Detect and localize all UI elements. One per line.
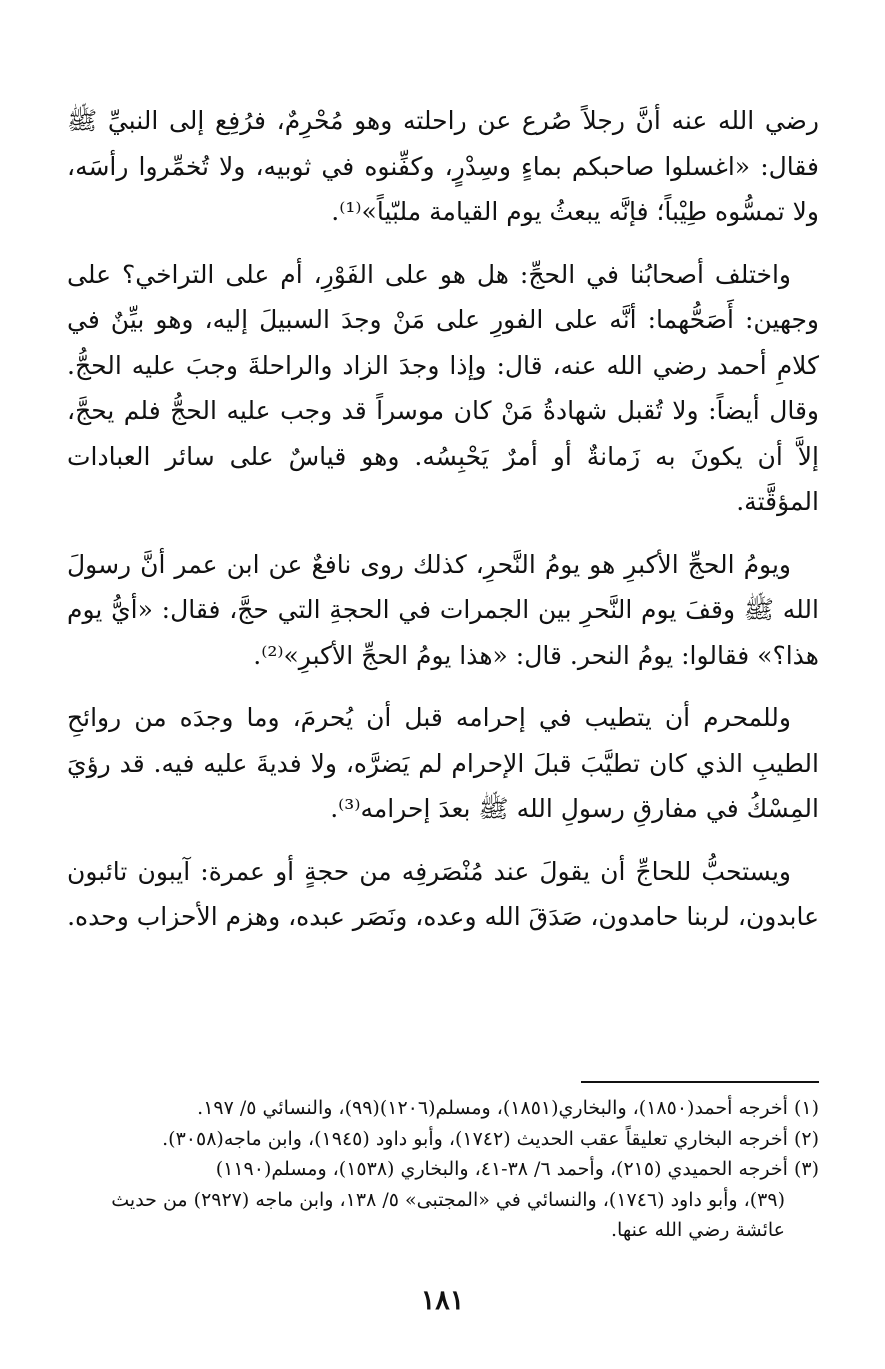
footnote-3: (٣) أخرجه الحميدي (٢١٥)، وأحمد ٦/ ٣٨-٤١، والبخاري (١٥٣٨)، ومسلم(١١٩٠) [215,1158,819,1180]
footnote-2: (٢) أخرجه البخاري تعليقاً عقب الحديث (١٧٤٢)، وأبو داود (١٩٤٥)، وابن ماجه(٣٠٥٨). [162,1127,819,1150]
paragraph-2: واختلف أصحابُنا في الحجِّ: هل هو على الفَوْرِ، أم على التراخي؟ على وجهين: أَصَحُّهما: أنَّه على الفورِ على مَنْ وجدَ السبيلَ إليه، وهو بيِّنٌ في كلامِ أحمد رضي الله عنه، قال: وإذا وجدَ الزاد والراحلةَ وجبَ عليه الحجُّ. وقال أيضاً: ولا تُقبل شهادةُ مَنْ كان موسراً قد وجب عليه الحجُّ فلم يحجَّ، إلاَّ أن يكونَ به زَمانةٌ أو أمرٌ يَحْبِسُه. وهو قياسٌ على سائر العبادات المؤقَّتة. [67,259,819,516]
paragraph-5: ويستحبُّ للحاجِّ أن يقولَ عند مُنْصَرفِه من حجةٍ أو عمرة: آيبون تائبون عابدون، لربنا حامدون، صَدَقَ الله وعده، ونَصَر عبده، وهزم الأحزاب وحده. [67,856,819,931]
footnote-3-end: عائشة رضي الله عنها. [610,1219,785,1241]
main-text [67,98,819,957]
footnote-1: (١) أخرجه أحمد(١٨٥٠)، والبخاري(١٨٥١)، ومسلم(١٢٠٦)(٩٩)، والنسائي ٥/ ١٩٧. [197,1097,819,1119]
footnotes [67,1093,819,1246]
footnote-divider [581,1081,819,1083]
paragraph-1: رضي الله عنه أنَّ رجلاً صُرع عن راحلته وهو مُحْرِمٌ، فرُفِع إلى النبيِّ ﷺ فقال: «اغسلوا صاحبكم بماءٍ وسِدْرٍ، وكفِّنوه في ثوبيه، ولا تُخمِّروا رأسَه، ولا تمسُّوه طِيْباً؛ فإنَّه يبعثُ يوم القيامة ملبّياً»⁽¹⁾. [67,106,819,226]
footnote-3-continuation: (٣٩)، وأبو داود (١٧٤٦)، والنسائي في «المجتبى» ٥/ ١٣٨، وابن ماجه (٢٩٢٧) من حديث [111,1188,785,1211]
paragraph-3: ويومُ الحجِّ الأكبرِ هو يومُ النَّحرِ، كذلك روى نافعٌ عن ابن عمر أنَّ رسولَ الله ﷺ وقفَ يوم النَّحرِ بين الجمرات في الحجةِ التي حجَّ، فقال: «أيُّ يوم هذا؟» فقالوا: يومُ النحر. قال: «هذا يومُ الحجِّ الأكبرِ»⁽²⁾. [67,549,819,670]
paragraph-4: وللمحرم أن يتطيب في إحرامه قبل أن يُحرمَ، وما وجدَه من روائحِ الطيبِ الذي كان تطيَّبَ قبلَ الإحرام لم يَضرَّه، ولا فديةَ عليه فيه. قد رؤيَ المِسْكُ في مفارقِ رسولِ الله ﷺ بعدَ إحرامه⁽³⁾. [67,703,819,823]
page-number: ١٨١ [420,1285,465,1316]
